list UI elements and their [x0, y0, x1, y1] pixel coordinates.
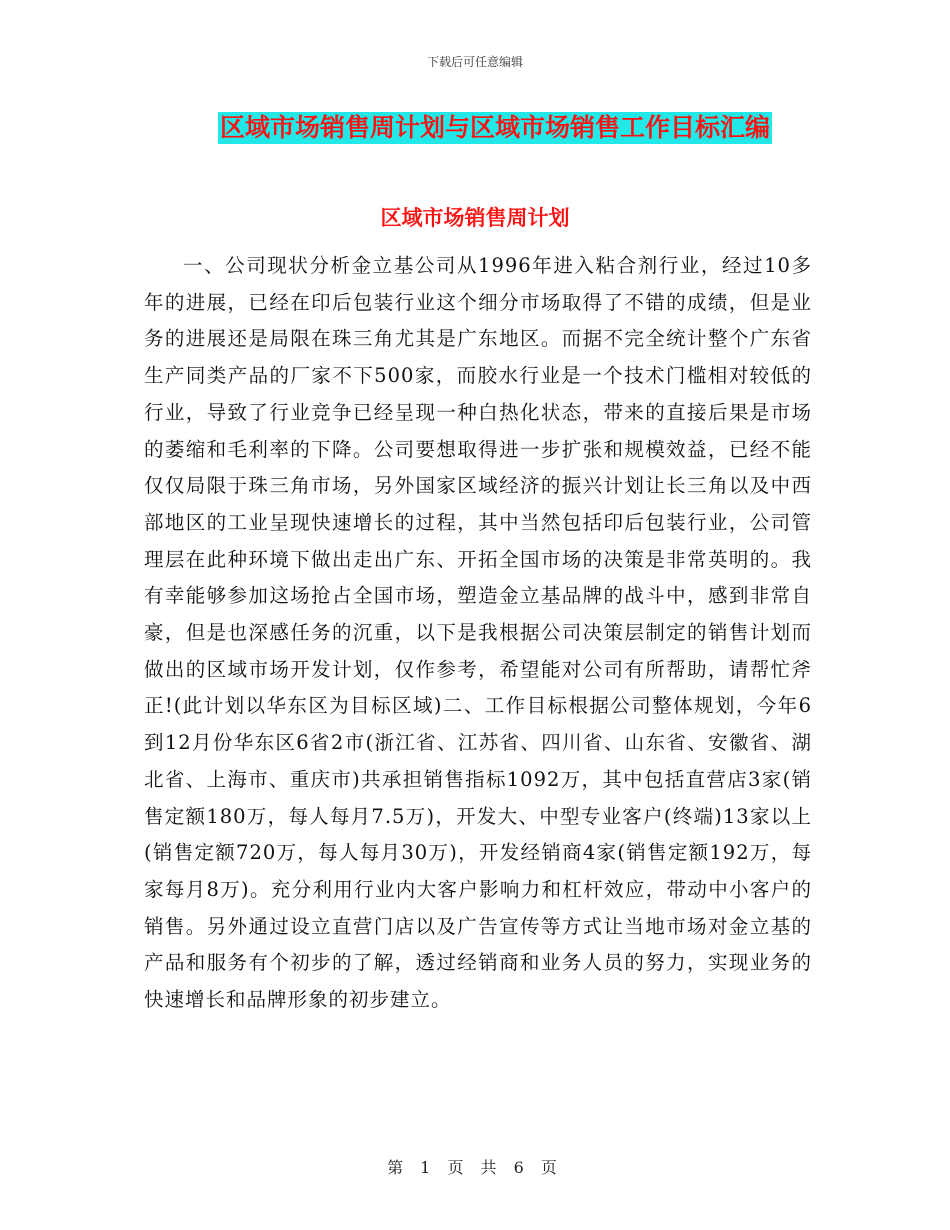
- section-title: 区域市场销售周计划: [380, 206, 570, 230]
- header-note: 下载后可任意编辑: [426, 55, 523, 69]
- document-title: 区域市场销售周计划与区域市场销售工作目标汇编: [219, 113, 770, 142]
- document-title-container: [0, 112, 950, 144]
- page-number: 第 1 页 共 6 页: [387, 1158, 563, 1177]
- body-paragraph: 一、公司现状分析金立基公司从1996年进入粘合剂行业，经过10多年的进展，已经在印后包装行业这个细分市场取得了不错的成绩，但是业务的进展还是局限在珠三角尤其是广东地区。而据不完全统计整个广东省生产同类产品的厂家不下500家，而胶水行业是一个技术门槛相对较低的行业，导致了行业竞争已经呈现一种白热化状态，带来的直接后果是市场的萎缩和毛利率的下降。公司要想取得进一步扩张和规模效益，已经不能仅仅局限于珠三角市场，另外国家区域经济的振兴计划让长三角以及中西部地区的工业呈现快速增长的过程，其中当然包括印后包装行业，公司管理层在此种环境下做出走出广东、开拓全国市场的决策是非常英明的。我有幸能够参加这场抢占全国市场，塑造金立基品牌的战斗中，感到非常自豪，但是也深感任务的沉重，以下是我根据公司决策层制定的销售计划而做出的区域市场开发计划，仅作参考，希望能对公司有所帮助，请帮忙斧正!(此计划以华东区为目标区域)二、工作目标根据公司整体规划，今年6到12月份华东区6省2市(浙江省、江苏省、四川省、山东省、安徽省、湖北省、上海市、重庆市)共承担销售指标1092万，其中包括直营店3家(销售定额180万，每人每月7.5万)，开发大、中型专业客户(终端)13家以上(销售定额720万，每人每月30万)，开发经销商4家(销售定额192万，每家每月8万)。充分利用行业内大客户影响力和杠杆效应，带动中小客户的销售。另外通过设立直营门店以及广告宣传等方式让当地市场对金立基的产品和服务有个初步的了解，透过经销商和业务人员的努力，实现业务的快速增长和品牌形象的初步建立。: [144, 254, 812, 1012]
